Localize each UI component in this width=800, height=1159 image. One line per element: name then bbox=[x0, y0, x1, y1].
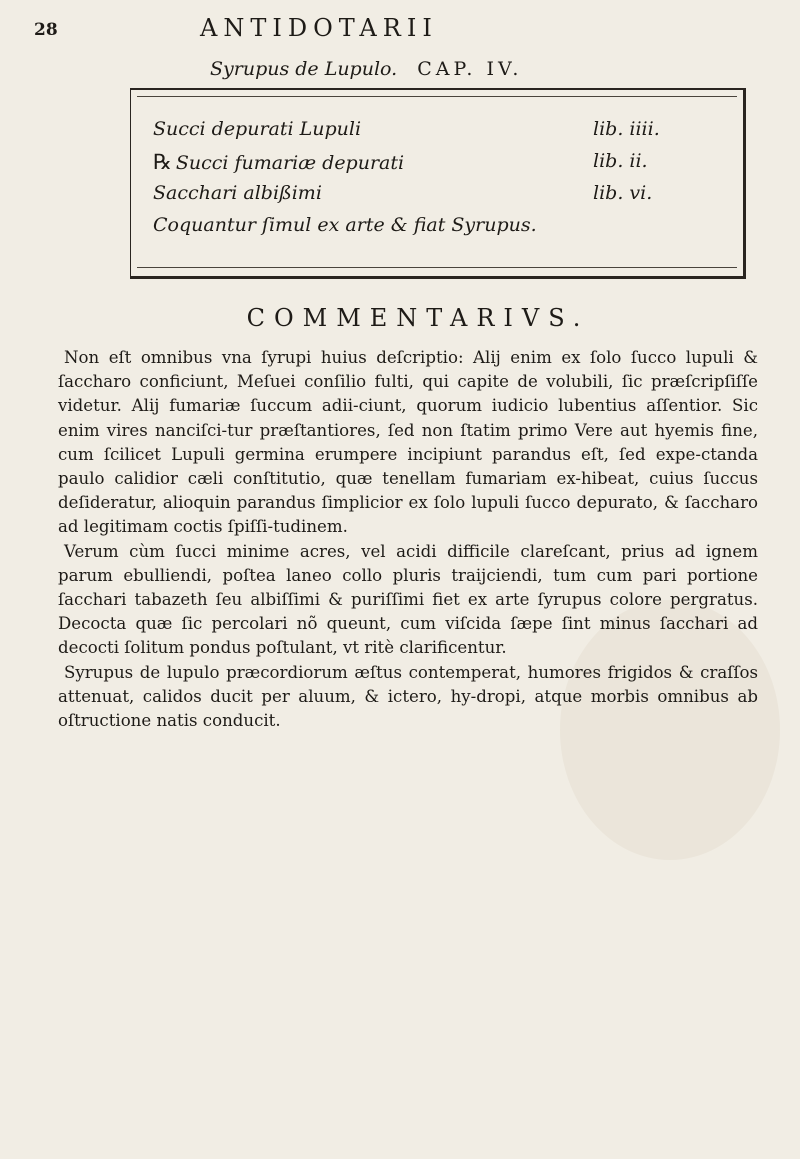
recipe-row bbox=[153, 182, 703, 212]
chapter-label: CAP. IV. bbox=[417, 58, 523, 80]
commentary-heading: COMMENTARIVS. bbox=[246, 304, 590, 332]
recipe-ingredient: Succi depurati Lupuli bbox=[153, 118, 362, 140]
syrup-title: Syrupus de Lupulo. bbox=[210, 58, 398, 80]
recipe-box bbox=[130, 88, 746, 279]
commentary-paragraph: Non eſt omnibus vna ſyrupi huius deſcriptio: Alij enim ex ſolo ſucco lupuli & ſaccharo conficiunt, Meſuei conſilio fulti, qui capite de volubili, ſic præſcripſiſſe videtur. Alij fumariæ ſuccum adii-ciunt, quorum iudicio lubentius aſſentior. Sic enim vires nanciſci-tur præſtantiores, ſed non ſtatim primo Vere aut hyemis fine, cum ſcilicet Lupuli germina erumpere incipiunt parandus eſt, ſed expe-ctanda paulo calidior cæli conſtitutio, quæ tenellam fumariam ex-hibeat, cuius ſuccus deſideratur, alioquin parandus ſimplicior ex ſolo lupuli ſucco depurato, & ſaccharo ad legitimam coctis ſpiſſi-tudinem. bbox=[58, 348, 758, 537]
running-title: ANTIDOTARII bbox=[200, 14, 438, 42]
chapter-subtitle bbox=[210, 58, 522, 80]
page-number: 28 bbox=[34, 20, 58, 40]
commentary-paragraph: Syrupus de lupulo præcordiorum æſtus contemperat, humores frigidos & craſſos attenuat, calidos ducit per aluum, & ictero, hy-dropi, atque morbis omnibus ab oſtructione natis conducit. bbox=[58, 662, 758, 731]
recipe-instruction-text: Coquantur ſimul ex arte & fiat Syrupus. bbox=[153, 214, 537, 236]
recipe-amount: lib. ii. bbox=[593, 150, 648, 172]
commentary-paragraph: Verum cùm ſucci minime acres, vel acidi difficile clareſcant, prius ad ignem parum ebulliendi, poſtea laneo collo pluris traijciendi, tum cum pari portione ſacchari tabazeth ſeu albiſſimi & puriſſimi fiet ex arte ſyrupus colore pergratus. Decocta quæ ſic percolari nõ queunt, cum viſcida ſæpe ſint minus ſacchari ad decocti ſolitum pondus poſtulant, vt ritè clarificentur. bbox=[58, 541, 758, 658]
recipe-ingredient: Sacchari albißimi bbox=[153, 182, 322, 204]
recipe-row bbox=[153, 118, 703, 148]
recipe-instruction bbox=[153, 214, 703, 244]
recipe-amount: lib. iiii. bbox=[593, 118, 660, 140]
commentary-body bbox=[58, 346, 758, 733]
recipe-row bbox=[153, 150, 703, 180]
recipe-symbol-icon: ℞ bbox=[153, 150, 172, 174]
recipe-ingredient: Succi fumariæ depurati bbox=[175, 152, 405, 174]
recipe-amount: lib. vi. bbox=[593, 182, 653, 204]
